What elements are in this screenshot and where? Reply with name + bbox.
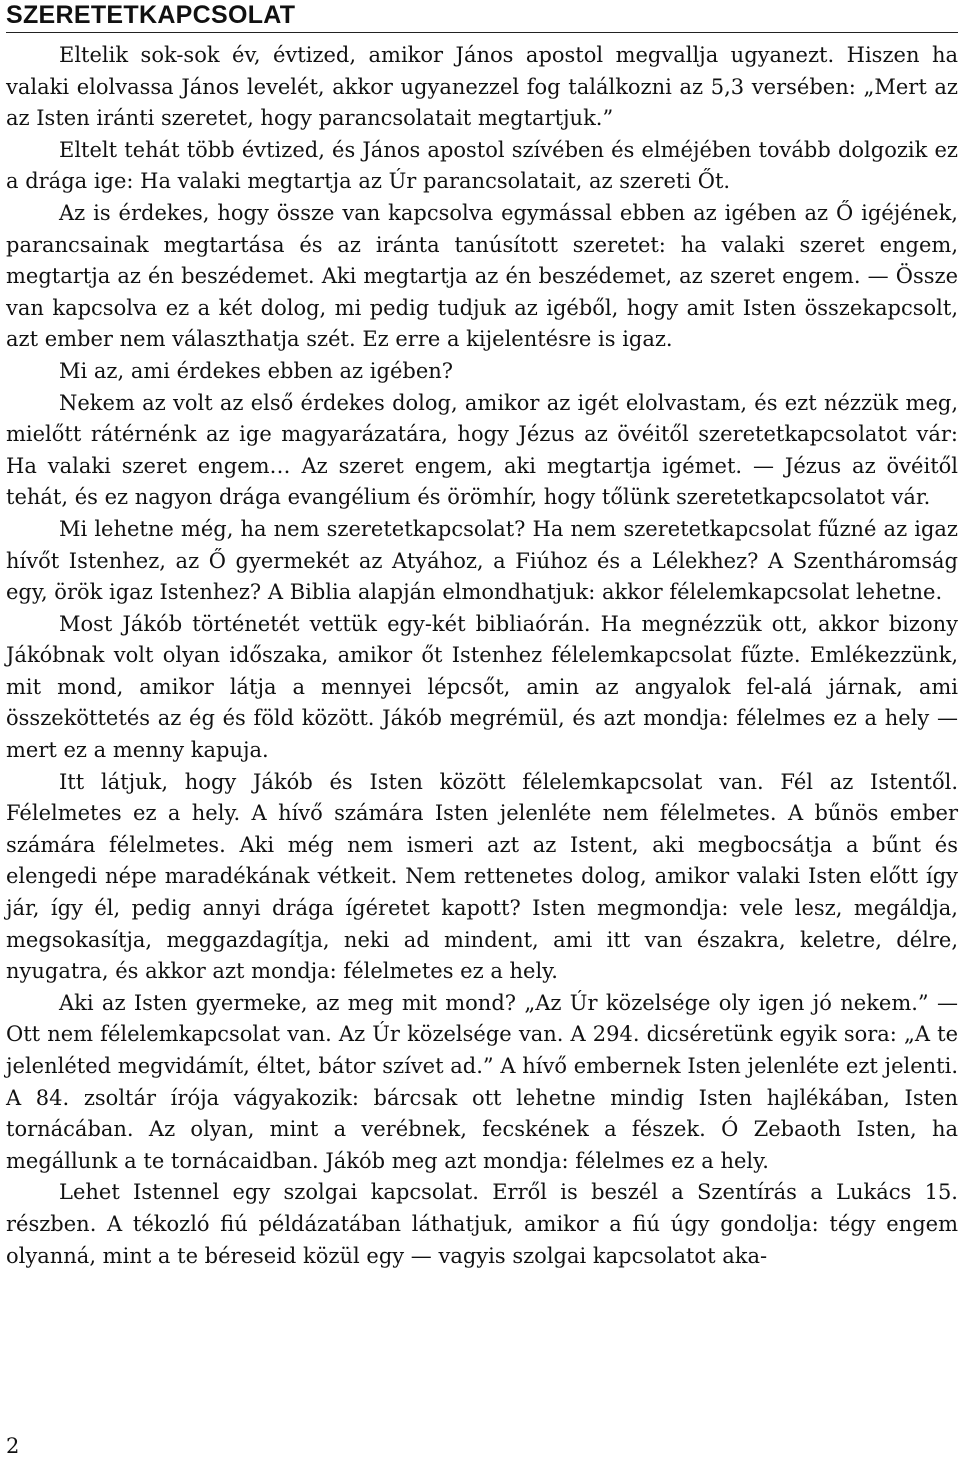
paragraph: Nekem az volt az első érdekes dolog, amikor az igét elolvastam, és ezt nézzük meg, mielőtt rátérnénk az ige magyarázatára, hogy Jézus az övéitől szeretetkapcsolatot vár: Ha valaki szeret engem… Az szeret engem, aki megtartja igémet. — Jézus az övéitől tehát, és ez nagyon drága evangélium és örömhír, hogy tőlünk szeretetkapcsolatot vár. (6, 390, 958, 510)
paragraph: Itt látjuk, hogy Jákób és Isten között félelemkapcsolat van. Fél az Istentől. Félelmetes ez a hely. A hívő számára Isten jelenléte nem félelmetes. A bűnös ember számára félelmetes. Aki még nem ismeri azt az Istent, aki megbocsátja a bűnt és elengedi népe maradékának vétkeit. Nem rettenetes dolog, amikor valaki Isten előtt így jár, így él, pedig annyi drága ígéretet kapott? Isten megmondja: vele lesz, megáldja, megsokasítja, meggazdagítja, neki ad mindent, ami itt van északra, keletre, délre, nyugatra, és akkor azt mondja: félelmetes ez a hely. (6, 769, 958, 984)
section-title: SZERETETKAPCSOLAT (6, 1, 296, 29)
paragraph: Eltelt tehát több évtized, és János apostol szívében és elméjében tovább dolgozik ez a drága ige: Ha valaki megtartja az Úr parancsolatait, az szereti Őt. (6, 137, 958, 194)
paragraph: Eltelik sok-sok év, évtized, amikor János apostol megvallja ugyanezt. Hiszen ha valaki elolvassa János levelét, akkor ugyanezzel fog találkozni az 5,3 versében: „Mert az az Isten iránti szeretet, hogy parancsolatait megtartjuk.” (6, 43, 958, 131)
paragraph: Lehet Istennel egy szolgai kapcsolat. Erről is beszél a Szentírás a Lukács 15. részben. A tékozló fiú példázatában láthatjuk, amikor a fiú úgy gondolja: tégy engem olyanná, mint a te béreseid közül egy — vagyis szolgai kapcsolatot aka- (6, 1180, 958, 1268)
document-page (6, 0, 958, 1461)
body-text (6, 40, 958, 1272)
paragraph: Az is érdekes, hogy össze van kapcsolva egymással ebben az igében az Ő igéjének, parancsainak megtartása és az iránta tanúsított szeretet: ha valaki szeret engem, megtartja az én beszédemet. Aki megtartja az én beszédemet, az szeret engem. — Össze van kapcsolva ez a két dolog, mi pedig tudjuk az igéből, hogy amit Isten összekapcsolt, azt ember nem választhatja szét. Ez erre a kijelentésre is igaz. (6, 200, 958, 352)
paragraph: Aki az Isten gyermeke, az meg mit mond? „Az Úr közelsége oly igen jó nekem.” — Ott nem félelemkapcsolat van. Az Úr közelsége van. A 294. dicséretünk egyik sora: „A te jelenléted megvidámít, éltet, bátor szívet ad.” A hívő embernek Isten jelenléte ezt jelenti. A 84. zsoltár írója vágyakozik: bárcsak ott lehetne mindig Isten hajlékában, Isten tornácában. Az olyan, mint a verébnek, fecskének a fészek. Ó Zebaoth Isten, ha megállunk a te tornácaidban. Jákób meg azt mondja: félelmes ez a hely. (6, 990, 958, 1173)
paragraph: Mi lehetne még, ha nem szeretetkapcsolat? Ha nem szeretetkapcsolat fűzné az igaz hívőt Istenhez, az Ő gyermekét az Atyához, a Fiúhoz és a Lélekhez? A Szentháromság egy, örök igaz Istenhez? A Biblia alapján elmondhatjuk: akkor félelemkapcsolat lehetne. (6, 516, 958, 605)
paragraph: Most Jákób történetét vettük egy-két bibliaórán. Ha megnézzük ott, akkor bizony Jákóbnak volt olyan időszaka, amikor őt Istenhez félelemkapcsolat fűzte. Emlékezzünk, mit mond, amikor látja a mennyei lépcsőt, amin az angyalok fel-alá járnak, ami összeköttetés az ég és föld között. Jákób megrémül, és azt mondja: félelmes ez a hely — mert ez a menny kapuja. (6, 611, 958, 763)
page-number: 2 (6, 1434, 20, 1458)
paragraph: Mi az, ami érdekes ebben az igében? (59, 358, 454, 383)
title-divider (6, 32, 958, 33)
